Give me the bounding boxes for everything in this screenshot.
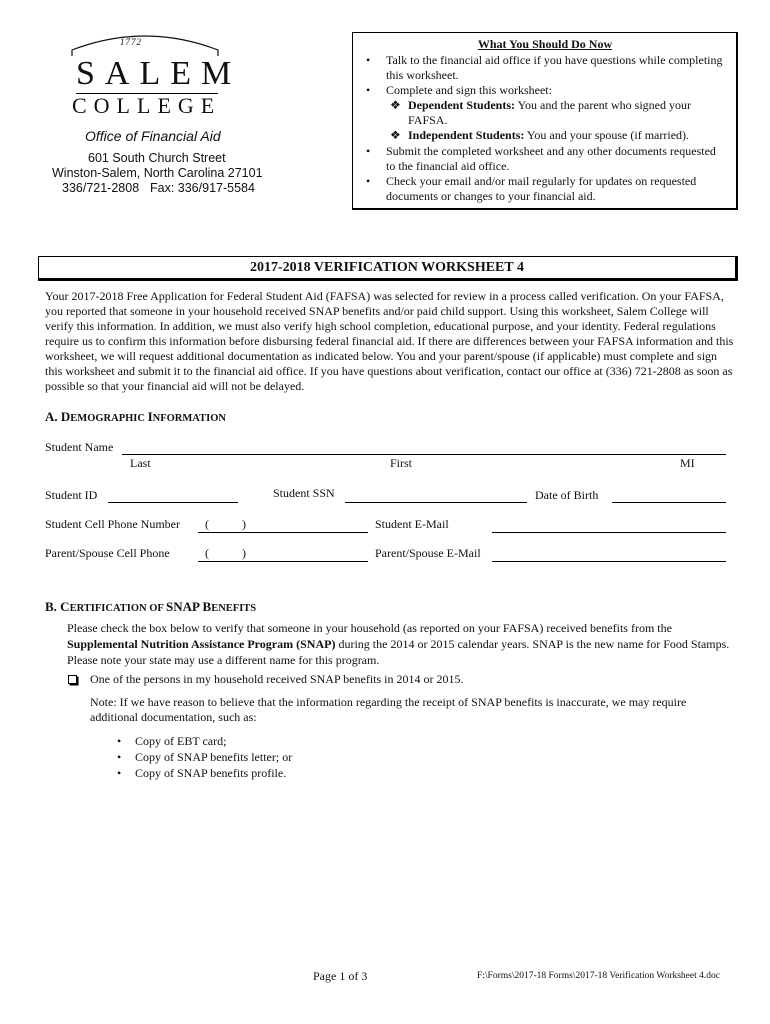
dob-label: Date of Birth — [535, 488, 599, 502]
what-subitem: ❖ Dependent Students: You and the parent who signed your FAFSA. — [390, 98, 691, 127]
snap-checkbox-label: One of the persons in my household received SNAP benefits in 2014 or 2015. — [90, 672, 464, 686]
what-item: • Complete and sign this worksheet: — [366, 83, 552, 97]
student-cell-label: Student Cell Phone Number — [45, 517, 180, 531]
student-name-input[interactable] — [122, 454, 726, 455]
office-name: Office of Financial Aid — [85, 128, 221, 144]
last-name-caption: Last — [130, 456, 151, 470]
address-city: Winston-Salem, North Carolina 27101 — [52, 166, 263, 180]
logo-year: 1772 — [120, 37, 142, 47]
section-b-heading: B. CERTIFICATION OF SNAP BENEFITS — [45, 599, 257, 614]
parent-cell-label: Parent/Spouse Cell Phone — [45, 546, 170, 560]
what-item: • Talk to the financial aid office if you have questions while completing this worksheet. — [366, 53, 723, 82]
what-subitem: ❖ Independent Students: You and your spouse (if married). — [390, 128, 690, 142]
office-fax: Fax: 336/917-5584 — [150, 181, 255, 195]
parent-cell-paren-close: ) — [242, 546, 246, 560]
section-a-heading: A. DEMOGRAPHIC INFORMATION — [45, 409, 226, 424]
student-ssn-label: Student SSN — [273, 486, 335, 500]
address-street: 601 South Church Street — [88, 151, 226, 165]
office-phone: 336/721-2808 — [62, 181, 140, 195]
student-cell-paren-open: ( — [205, 517, 209, 531]
student-email-input[interactable] — [492, 532, 726, 533]
file-path: F:\Forms\2017-18 Forms\2017-18 Verification Worksheet 4.doc — [477, 971, 720, 981]
logo-salem: SALEM — [76, 55, 242, 92]
parent-cell-input[interactable] — [198, 561, 368, 562]
student-cell-paren-close: ) — [242, 517, 246, 531]
student-id-label: Student ID — [45, 488, 98, 502]
what-item: • Submit the completed worksheet and any other documents requested to the financial aid office. — [366, 144, 716, 173]
middle-initial-caption: MI — [680, 456, 695, 470]
doc-list-item: • Copy of SNAP benefits letter; or — [117, 750, 293, 764]
page-number: Page 1 of 3 — [313, 969, 368, 983]
parent-cell-paren-open: ( — [205, 546, 209, 560]
student-id-input[interactable] — [108, 502, 238, 503]
logo-arch — [70, 28, 220, 58]
parent-email-label: Parent/Spouse E-Mail — [375, 546, 481, 560]
what-to-do-title: What You Should Do Now — [477, 37, 613, 51]
dob-input[interactable] — [612, 502, 726, 503]
section-b-intro: Please check the box below to verify that someone in your household (as reported on your FAFSA) received benefits from the Supplemental Nutrition Assistance Program (SNAP) during the 2014 or 2015 calendar years. SNAP is the new name for Food Stamps. Please note your state may use a different name for this program. — [67, 621, 730, 667]
doc-list-item: • Copy of EBT card; — [117, 734, 227, 748]
what-item: • Check your email and/or mail regularly for updates on requested documents or changes to your financial aid. — [366, 174, 697, 203]
student-email-label: Student E-Mail — [375, 517, 449, 531]
snap-checkbox[interactable] — [68, 675, 77, 684]
logo-college: COLLEGE — [72, 93, 222, 118]
student-name-label: Student Name — [45, 440, 114, 454]
worksheet-title: 2017-2018 VERIFICATION WORKSHEET 4 — [38, 256, 738, 281]
parent-email-input[interactable] — [492, 561, 726, 562]
snap-note: Note: If we have reason to believe that the information regarding the receipt of SNAP benefits is inaccurate, we may require additional documentation, such as: — [90, 695, 687, 724]
student-ssn-input[interactable] — [345, 502, 527, 503]
intro-paragraph: Your 2017-2018 Free Application for Federal Student Aid (FAFSA) was selected for review in a process called verification. On your FAFSA, you reported that someone in your household received SNAP benefits and/or paid child support. Using this worksheet, Salem College will verify this information. In addition, we must also verify high school completion, educational purpose, and your identity. Federal regulations require us to confirm this information before disbursing federal financial aid. If there are differences between your FAFSA information and this worksheet, we will request additional documentation as indicated below. You and your parent/spouse (if applicable) must complete and sign this worksheet and submit it to the financial aid office. If you have questions about verification, contact our office at (336) 721-2808 as soon as possible so that your financial aid will not be delayed. — [45, 289, 734, 393]
student-cell-input[interactable] — [198, 532, 368, 533]
doc-list-item: • Copy of SNAP benefits profile. — [117, 766, 287, 780]
first-name-caption: First — [390, 456, 413, 470]
